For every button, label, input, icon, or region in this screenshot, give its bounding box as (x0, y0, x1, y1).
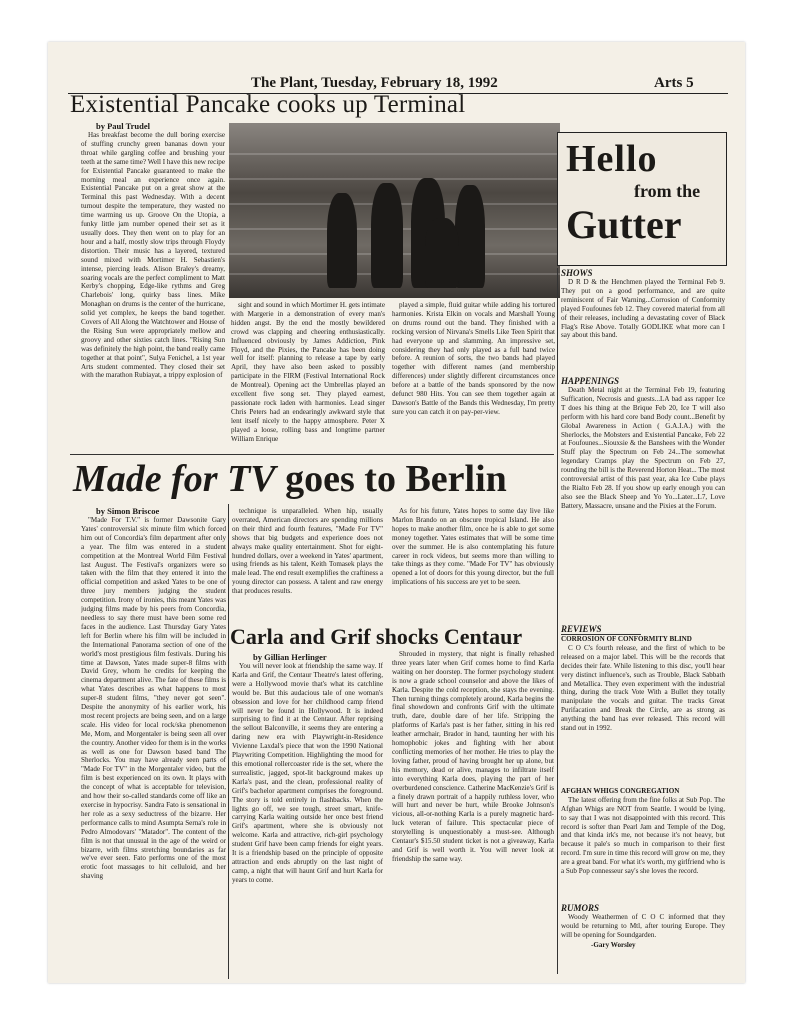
reviews-heading: REVIEWS (561, 624, 641, 635)
byline: by Gillian Herlinger (253, 652, 327, 662)
column-rule (228, 504, 229, 979)
rumors-heading: RUMORS (561, 902, 600, 913)
review-title: AFGHAN WHIGS CONGREGATION (561, 786, 680, 795)
article-headline: Carla and Grif shocks Centaur (230, 624, 523, 649)
headline-italic: Made for TV (73, 458, 276, 500)
rumors-text: Woody Weathermen of C O C informed that they would be returning to Mtl, after touring Europe. They will be opening for Soundgarden. (561, 912, 725, 939)
article-column: You will never look at friendship the same way. If Karla and Grif, the Centaur Theatre's latest offering, were a Hollywood movie that's what its catchline would be. But this audacious tale of one woman's obsession and love for her childhood camp friend will never be found in Hollywood. It is indeed surprising to find it at the Centaur. After reprising the sellout Balconville, it seems they are entering a daring new era with Playwright-in-Residence Vivienne Laxdal's piece that won the 1990 National Playwriting Competition. Highlighting the mood for this emotional rollercoaster ride is the set, where the surrealistic, jagged, spot-lit background makes up Karla's past, and the clean, professional reality of Grif's bachelor apartment comprises the foreground. The story is told entirely in flashbacks. When the lights go off, we see tough, street smart, knife-carrying Karla waiting outside her once best friend Grif's apartment, where she is obviously not welcome. Karla and attractive, rich-girl psychology student Grif have been camp friends for eight years. It is a friendship based on the principle of opposite attraction and ends abruptly on the last night of camp, a night that will haunt Grif and hurt Karla for years to come. (232, 662, 383, 884)
publication-header: The Plant, Tuesday, February 18, 1992 (251, 75, 498, 91)
section-label: Arts 5 (654, 75, 694, 91)
review-text: The latest offering from the fine folks at Sub Pop. The Afghan Whigs are NOT from Seattle. I would be lying, to say that I was not disappointed with this record. This record is softer than Pearl Jam and Temple of the Dog, and that kinda irk's me, not because it's not heavy, but because it pale's so much in comparison to their first record. I'm sure in time this record will grow on me, they are a great band. For what it's worth, my girlfriend who is a Sub Pop connesseur say's she loves the record. (561, 795, 725, 876)
article-headline: Existential Pancake cooks up Terminal (70, 91, 466, 118)
column-rule (557, 268, 558, 974)
article-column: Shrouded in mystery, that night is finally rehashed three years later when Grif comes home to find Karla waiting on her doorstep. The former psychology student is now a grade school counselor and above the likes of Karla. Despite the cold reception, she stays the evening. Then turning things completely around, Karla begins the final showdown and confronts Grif with the ultimate truth, dare, double dare of her life. Stripping the platforms of Karla's past is her father, sitting in his red leather armchair, Brador in hand, taunting her with his homophobic jokes and fighting with her about conflicting memories of her mother. He tries to play the loving father, proud of having brought her up alone, but his memory, dead or alive, manages to infiltrate itself into everything Karla does, playing the part of her overburdened conscience. Catherine MacKenzie's Grif is a finely drawn portrait of a happily ruthless lover, who will hurt and never be hurt, while Brooke Johnson's vicious, all-or-nothing Karla is a purely magnetic hard-luck veteran of failure. This spectacular piece of storytelling is unquestionably a must-see. Although Centaur's $15.50 student ticket is not a giveaway, Karla and Grif is well worth it. You will never look at friendship the same way. (392, 650, 554, 863)
article-column: technique is unparalleled. When hip, usually overrated, American directors are spending millions on their third and fourth features, "Made For TV" shows that big budgets and experience does not always make quality entertainment. Shot for eight-hundred dollars, over a weekend in Yates' apartment, using friends as his talent, Keith Tomasek plays the male lead. The end result exemplifies the craftiness a young director can possess. A talent and raw energy that produces results. (232, 507, 383, 596)
sidebar-title-hello: Hello (566, 138, 658, 180)
article-column: "Made For T.V." is former Dawsonite Gary Yates' controversial six minute film which forced him out of Concordia's film department after only a year. The film was entered in a student competition at the Montreal World Film Festival last August. The Festival's organizers were so taken with the film that they entered it into the official competition and asked Yates to be one of three jury members judging the student competition. Irony of ironies, this meant Yates was judging films made by his peers from Concordia, needless to say there must have been some red faces in the audience. Last Thursday Gary Yates left for Berlin where his film will be included in the International Panorama section of one of the world's most prestigious film festivals. During his time at Dawson, Yates made super-8 films with David Grey, whom he credits for keeping the cinema department alive. The fate of these films is what Yates describes as what happens to most super-8 student films, "they never got seen". Despite the anonymity of his earlier work, his most recent projects are being seen, and on a large scale. His video for local rock/ska phenomenon Me, Mom, and Morgentaler is being seen all over the country. Another video for them is in the works as well as one for Dawson based band The Sherlocks. You may have already seen parts of "Made For TV" in the Morgentaler video, but the film is best experienced on its own. It plays with the concept of what is acceptable for television, and how their so-called standards come off like an exercise in hypocrisy. Sandra Fato is sensational in her role as a sexy seductress of the bizarre. Her performance calls to mind Asumpta Serna's role in Pedro Almodovars' "Matador". The content of the film is not that unusual in the age of the weird or bizarre, with films stretching boundaries as far we've ever seen. Fato performs one of the most erotic foot massages to hit celluloid, and her shaving (81, 516, 226, 881)
happenings-text: Death Metal night at the Terminal Feb 19, featuring Suffication, Necrosis and guests...LA bad ass rapper Ice T does his thing at the Brique Feb 20, Ice T will also perform with his hard core band Body count...Benefit by Global Awareness in Action ( G.A.I.A.) with the Sherlocks, the Mobsters and Existential Pancake, Feb 22 at Foufounes...Siouxsie & the Banshees with the Wonder Stuff play the Spectrum on Feb 24...The somewhat legendary Cramps play the Spectrum on Feb 27, rounding the bill is the Reverend Horton Heat... The most controversial artist of this past year, aka Ice Cube plays the Rialto Feb 28. If you show up early enough you can also see the Black Sheep and Yo Yo...Later...L7, Love Battery, Massacre, unsane and the Pixies at the Forum. (561, 386, 725, 510)
article-column: Has breakfast become the dull boring exercise of stuffing crunchy green bananas down your throat while gargling coffee and brushing your teeth at the same time? Well I have this new recipe for Existential Pancake guaranteed to make the morning meal an experience once again. Existential Pancake put on a great show at the Terminal this past Wednesday. With a decent turnout despite the temperature, they wasted no time warming us up. Groove On the Utopia, a funky little jam number opened their set as it usually does. They then went on to play for an hour and a half, mostly slow trips through Floydy distortion. Their music has a layered, textured sound mixed with Mortimer H. Sebastien's intense, piercing leads. Alison Braley's dreamy, soaring vocals are the perfect compliment to Matt Kerby's chopping, Edge-like rythms and Greg Charlebois' long, quirky bass lines. Mike Monaghan on drums is the center of the hurricane, solid yet complex, he keeps the band together. Covers of All Along the Watchtower and House of the Rising Sun were appropriately mellow and groovy and other sixties catch lines. "Rising Sun was definitely the high point, the band really came together at that point", Sulya Fenichel, a 1st year Arts student commented. They closed their set with the marathon Rubiayat, a trippy explosion of (81, 131, 225, 380)
review-title: CORROSION OF CONFORMITY BLIND (561, 635, 692, 643)
article-column: As for his future, Yates hopes to some day live like Marlon Brando on an obscure tropical Island. He also hopes to make another film, once he is able to get some money together. Yates estimates that will be some time over the summer. He is also contemplating his future career in rock videos, but seems more than willing to take things as they come. "Made For TV" has obviously opened a lot of doors for this young director, but the full implications of his success are yet to be seen. (392, 507, 554, 587)
review-text: C O C's fourth release, and the first of which to be released on a major label. This will be the records that decides their fate. While listening to this disc, you'll hear very distinct influence's, such as Trouble, Black Sabbath and Metallica. They even experiment with the industrial thing, during the track Vote With a Bullet they totally manipulate the vocals and guitar. The tracks Great Purifacation and Break the Circle, are as strong as anything the band has ever released. This record will stand out in 1992. (561, 643, 725, 733)
happenings-heading: HAPPENINGS (561, 376, 620, 386)
byline: by Simon Briscoe (96, 506, 160, 516)
byline: by Paul Trudel (96, 121, 151, 131)
article-column: sight and sound in which Mortimer H. gets intimate with Margerie in a demonstration of every man's hidden angst. By the end the mostly bewildered crowd was clapping and cheering enthusiastically. Influenced obviously by James Addiction, Pink Floyd, and the Pixies, the Pancake has been doing well for itself: planning to release a tape by early April, they have also been asked to possibly participate in the FIRM (Festival International Rock de Montreal). Opening act the Umbrellas played an excellent five song set. They played earnest, passionate rock laden with harmonies. Lead singer Chris Peters had an endearingly awkward style that lent itself nicely to the happy atmosphere. Peter X played a loose, rolling bass and longtime partner William Enrique (231, 301, 385, 443)
newspaper-page (48, 42, 745, 983)
shows-heading: SHOWS (561, 268, 593, 278)
sidebar-title-gutter: Gutter (566, 202, 682, 247)
sidebar-title-from: from the (634, 181, 701, 201)
band-photo (229, 123, 560, 298)
headline-rest: goes to Berlin (275, 458, 507, 500)
article-headline (73, 460, 507, 498)
shows-text: D R D & the Henchmen played the Terminal Feb 9. They put on a good performance, and are quite reminiscent of Fair Warning...Corrosion of Conformity played Foufounes feb 12. They covered material from all of their releases, including a devastating cover of Black Flag's Rise Above. Totally GODLIKE what more can I say about this band. (561, 278, 725, 340)
signoff: -Gary Worsley (591, 940, 636, 949)
sidebar-column (561, 268, 725, 978)
sidebar-title-box (557, 132, 727, 266)
article-column: played a simple, fluid guitar while adding his tortured harmonies. Krista Elkin on vocals and Marshall Young on drums round out the band. They finished with a rocking version of Nirvana's Smells Like Teen Spirit that had everyone up and slamming. An impressive set, considering they had only played as a full band twice before. A reunion of sorts, the two bands had played together with different names (and membership differences) under slightly different circumstances once before at a battle of the bands sponsored by the now defunct 980 Hits. You can see them together again at Dawson's Battle of the Bands this Wednesday, I'm pretty sure you can catch it on pay-per-view. (392, 301, 555, 416)
section-divider (70, 454, 554, 455)
